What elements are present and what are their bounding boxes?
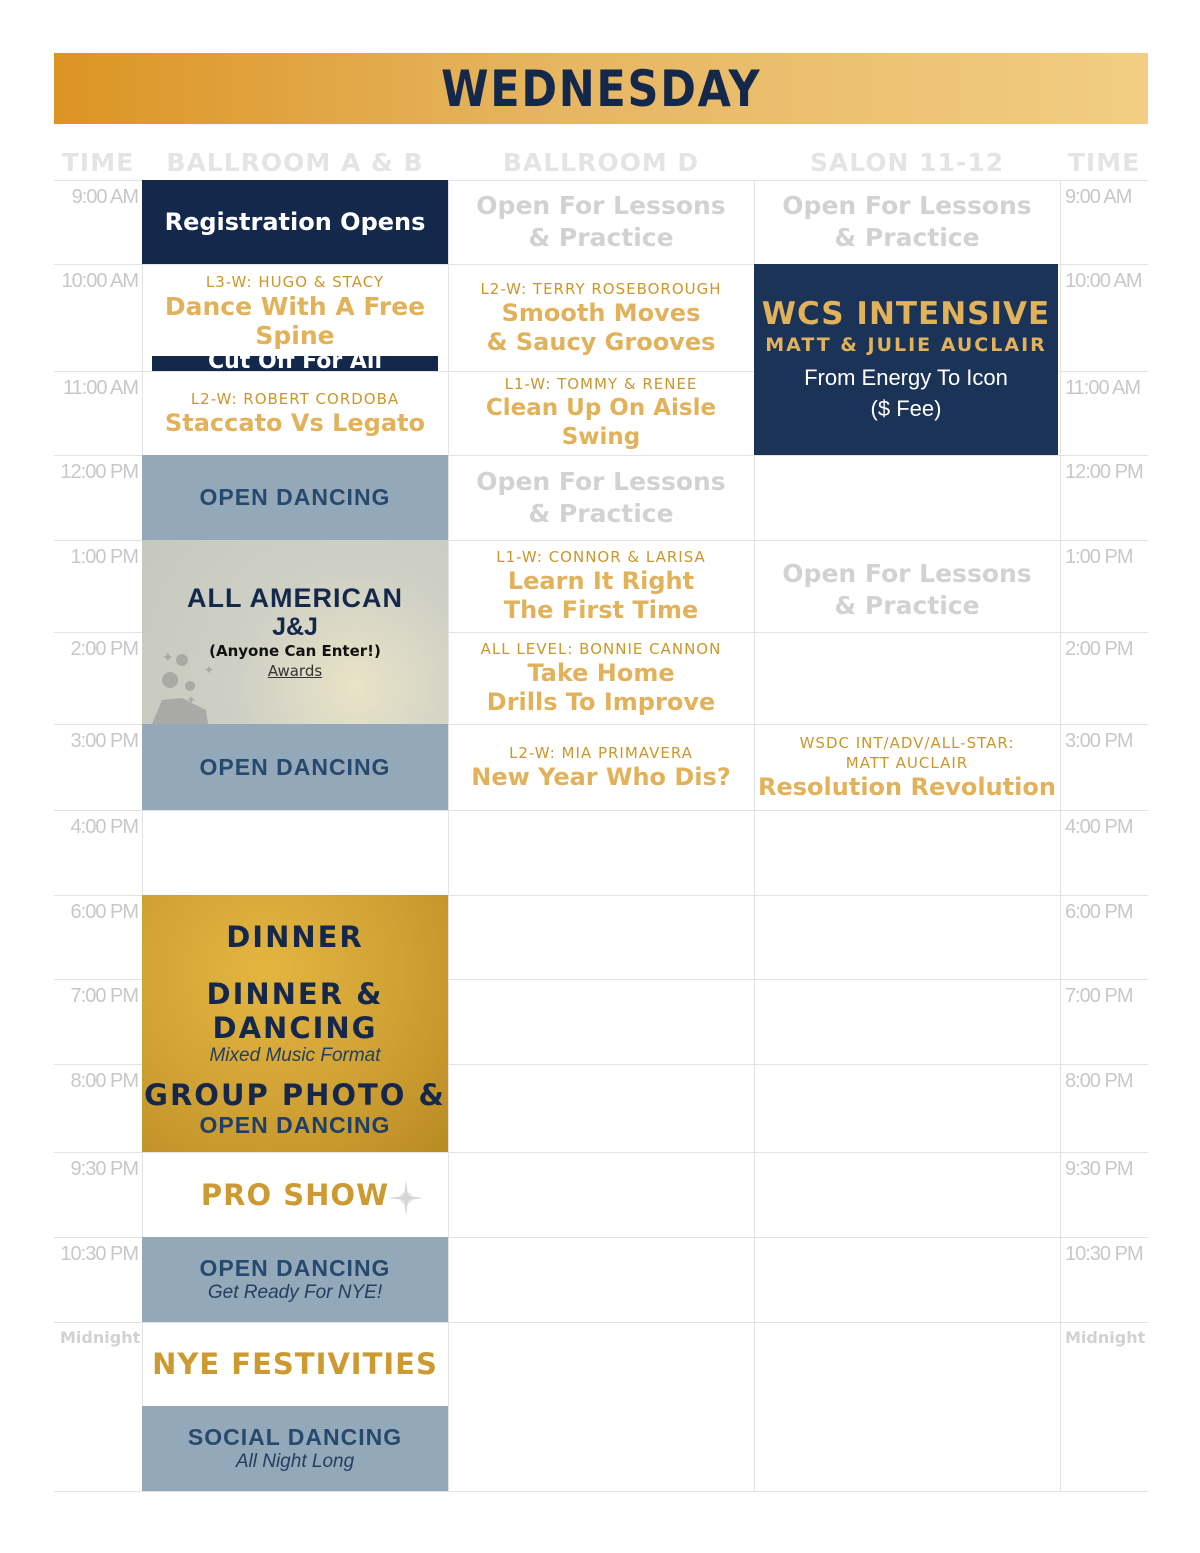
- svg-text:✦: ✦: [162, 649, 174, 665]
- social-dancing-label: SOCIAL DANCING: [187, 1424, 403, 1450]
- session-title: Drills To Improve: [486, 688, 716, 716]
- session-title: Dance With A Free Spine: [164, 292, 426, 350]
- bonnie-session: [448, 632, 754, 724]
- intensive-fee: ($ Fee): [870, 395, 942, 421]
- time-label: 6:00 PM: [1065, 901, 1133, 923]
- pro-show-block: [142, 1152, 448, 1237]
- session-title: Staccato Vs Legato: [164, 408, 426, 437]
- robert-session: [142, 371, 448, 455]
- open-lessons-block: [448, 180, 754, 264]
- open-dancing-label: OPEN DANCING: [199, 484, 391, 510]
- sparkle-icon: [386, 1178, 426, 1218]
- open-dancing-block: [142, 455, 448, 540]
- svg-text:✦: ✦: [186, 693, 197, 707]
- time-label: 3:00 PM: [1065, 730, 1133, 752]
- session-level: ALL LEVEL: BONNIE CANNON: [480, 640, 722, 658]
- mia-session: [448, 724, 754, 810]
- time-label: 12:00 PM: [60, 461, 138, 483]
- time-label: 2:00 PM: [70, 638, 138, 660]
- session-level: WSDC INT/ADV/ALL-STAR:: [799, 733, 1015, 752]
- open-dancing-subtitle: Get Ready For NYE!: [207, 1282, 383, 1303]
- intensive-instructors: MATT & JULIE AUCLAIR: [765, 333, 1047, 356]
- grid-line: [54, 810, 1148, 811]
- session-level: L2-W: TERRY ROSEBOROUGH: [480, 279, 722, 298]
- awards-label: Awards: [267, 662, 323, 680]
- time-label: 7:00 PM: [1065, 985, 1133, 1007]
- open-lessons-text: Open For Lessons: [476, 191, 726, 220]
- intensive-subtitle: From Energy To Icon: [804, 364, 1008, 390]
- time-label: Midnight: [60, 1328, 141, 1347]
- time-label: 4:00 PM: [70, 816, 138, 838]
- time-label: 11:00 AM: [62, 377, 138, 399]
- open-lessons-text: & Practice: [834, 590, 980, 620]
- session-title: & Saucy Grooves: [486, 327, 716, 356]
- header-ballroom-ab: BALLROOM A & B: [166, 147, 424, 177]
- session-title: Smooth Moves: [501, 298, 701, 327]
- time-label: 3:00 PM: [70, 730, 138, 752]
- evening-gold-block: [142, 895, 448, 1152]
- time-label: 10:00 AM: [61, 270, 138, 292]
- time-label: 6:00 PM: [70, 901, 138, 923]
- session-title: Learn It Right: [507, 567, 695, 595]
- session-title: New Year Who Dis?: [471, 762, 731, 791]
- all-american-subtitle: (Anyone Can Enter!): [209, 642, 381, 660]
- header-time-left: TIME: [61, 147, 135, 177]
- connor-session: [448, 540, 754, 632]
- time-label: 9:00 AM: [1065, 186, 1132, 208]
- session-level: MATT AUCLAIR: [845, 753, 969, 772]
- wsdc-session: [754, 724, 1060, 810]
- svg-text:✦: ✦: [204, 663, 215, 677]
- header-ballroom-d: BALLROOM D: [502, 147, 700, 177]
- open-lessons-block: [754, 180, 1060, 264]
- time-label: 10:00 AM: [1065, 270, 1142, 292]
- cutoff-notice: Cut Off For All: [152, 356, 438, 371]
- time-label: Midnight: [1065, 1328, 1146, 1347]
- time-label: 11:00 AM: [1065, 377, 1141, 399]
- all-american-block: [142, 540, 448, 724]
- session-level: L1-W: CONNOR & LARISA: [496, 548, 706, 566]
- registration-text: Registration Opens: [164, 208, 426, 236]
- hugo-session: [142, 264, 448, 371]
- open-lessons-block: [448, 455, 754, 540]
- time-label: 10:30 PM: [60, 1243, 138, 1265]
- time-label: 7:00 PM: [70, 985, 138, 1007]
- open-lessons-block: [754, 455, 1060, 724]
- open-lessons-text: & Practice: [528, 498, 674, 528]
- session-title: The First Time: [503, 596, 699, 624]
- header-salon: SALON 11-12: [809, 147, 1005, 177]
- session-title: Resolution Revolution: [758, 772, 1056, 801]
- time-label: 8:00 PM: [70, 1070, 138, 1092]
- social-dancing-block: [142, 1406, 448, 1491]
- session-title: Clean Up On Aisle Swing: [485, 395, 717, 450]
- dinner-dancing-title: DINNER & DANCING: [206, 976, 384, 1045]
- terry-session: [448, 264, 754, 371]
- day-title: WEDNESDAY: [440, 59, 762, 118]
- open-lessons-text: Open For Lessons: [782, 191, 1032, 220]
- group-photo-title: GROUP PHOTO &: [144, 1077, 446, 1112]
- day-banner: [54, 53, 1148, 124]
- time-label: 12:00 PM: [1065, 461, 1143, 483]
- pro-show-title: PRO SHOW: [200, 1177, 390, 1212]
- registration-block: [142, 180, 448, 264]
- time-label: 9:30 PM: [70, 1158, 138, 1180]
- group-photo-subtitle: OPEN DANCING: [199, 1111, 391, 1138]
- session-level: L2-W: ROBERT CORDOBA: [190, 389, 400, 408]
- session-level: L2-W: MIA PRIMAVERA: [509, 743, 693, 762]
- nye-block: [142, 1322, 448, 1406]
- confetti-icon: [142, 640, 242, 724]
- open-dancing-block: [142, 724, 448, 810]
- dinner-dancing-subtitle: Mixed Music Format: [209, 1044, 381, 1066]
- time-label: 1:00 PM: [1065, 546, 1133, 568]
- jj-title: J&J: [272, 613, 318, 641]
- header-time-right: TIME: [1067, 147, 1141, 177]
- time-label: 9:30 PM: [1065, 1158, 1133, 1180]
- open-dancing-label: OPEN DANCING: [199, 1255, 391, 1281]
- session-title: Take Home: [527, 659, 675, 687]
- all-american-title: ALL AMERICAN: [187, 583, 403, 613]
- session-level: L1-W: TOMMY & RENEE: [504, 375, 698, 393]
- open-lessons-text: Open For Lessons: [782, 558, 1032, 588]
- social-dancing-subtitle: All Night Long: [235, 1451, 355, 1472]
- time-label: 10:30 PM: [1065, 1243, 1143, 1265]
- open-lessons-text: & Practice: [834, 223, 980, 252]
- time-label: 8:00 PM: [1065, 1070, 1133, 1092]
- open-lessons-text: & Practice: [528, 223, 674, 252]
- tommy-session: [448, 371, 754, 455]
- time-label: 2:00 PM: [1065, 638, 1133, 660]
- time-label: 4:00 PM: [1065, 816, 1133, 838]
- dinner-title: DINNER: [226, 920, 364, 954]
- time-label: 9:00 AM: [71, 186, 138, 208]
- nye-title: NYE FESTIVITIES: [152, 1347, 438, 1381]
- grid-line: [54, 1491, 1148, 1492]
- intensive-title: WCS INTENSIVE: [761, 295, 1051, 332]
- session-level: L3-W: HUGO & STACY: [205, 273, 385, 291]
- open-dancing-label: OPEN DANCING: [199, 753, 391, 780]
- dinner-row: [226, 895, 364, 979]
- open-lessons-text: Open For Lessons: [476, 466, 726, 496]
- wcs-intensive-block: [754, 264, 1058, 455]
- group-photo-row: [144, 1064, 446, 1152]
- grid-line: [1060, 180, 1061, 1491]
- time-label: 1:00 PM: [70, 546, 138, 568]
- dinner-dancing-row: [142, 976, 448, 1066]
- open-dancing-block: [142, 1237, 448, 1322]
